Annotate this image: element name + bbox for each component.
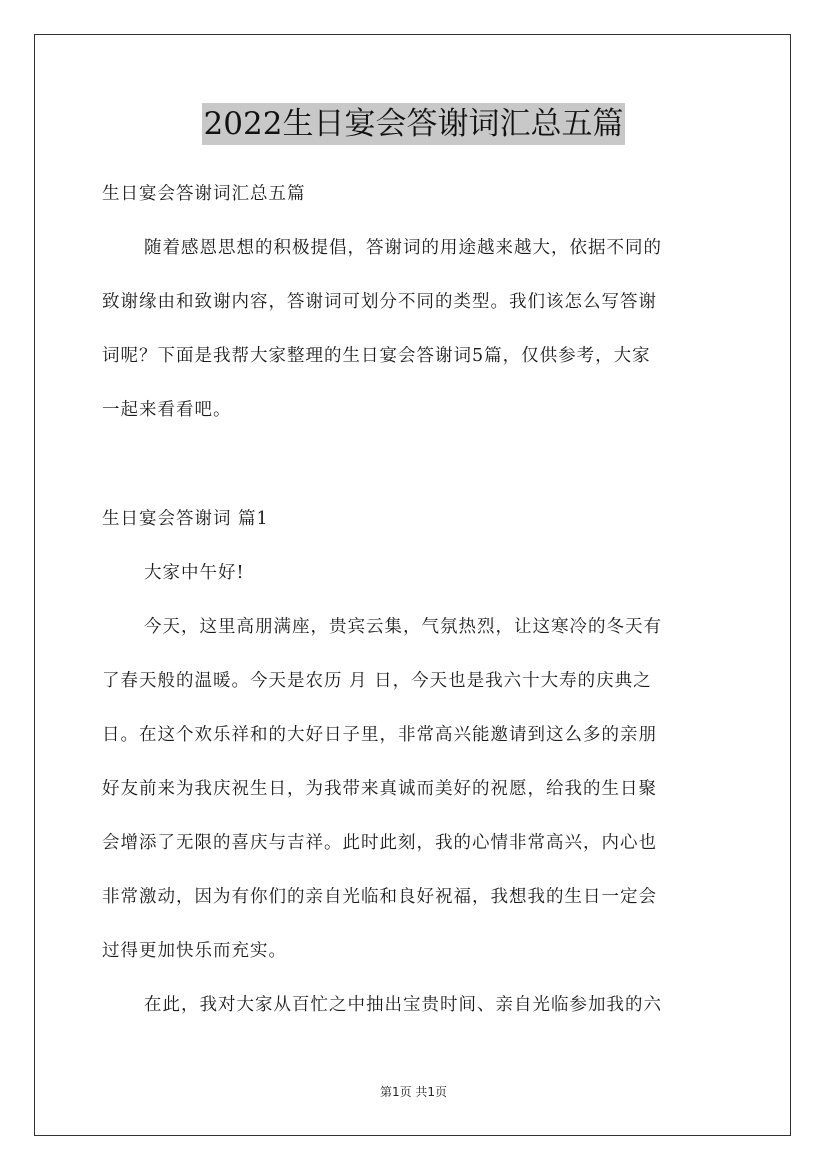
- intro-line: 随着感恩思想的积极提倡，答谢词的用途越来越大，依据不同的: [144, 238, 662, 258]
- paragraph-line: 今天，这里高朋满座，贵宾云集，气氛热烈，让这寒冷的冬天有: [144, 617, 662, 637]
- paragraph-line: 过得更加快乐而充实。: [102, 941, 287, 961]
- section-heading: [102, 492, 728, 546]
- greeting-text: 大家中午好!: [144, 563, 245, 583]
- page-footer: [0, 1083, 827, 1100]
- paragraph-2: [102, 978, 728, 1032]
- paragraph-line: 非常激动，因为有你们的亲自光临和良好祝福，我想我的生日一定会: [102, 887, 657, 907]
- paragraph-1: [102, 600, 728, 978]
- subtitle: [102, 167, 728, 221]
- intro-paragraph: [102, 221, 728, 437]
- subtitle-text: 生日宴会答谢词汇总五篇: [102, 184, 306, 204]
- title-container: [0, 103, 827, 145]
- section-heading-text: 生日宴会答谢词 篇1: [102, 509, 269, 529]
- paragraph-line: 了春天般的温暖。今天是农历 月 日，今天也是我六十大寿的庆典之: [102, 671, 652, 691]
- intro-line: 一起来看看吧。: [102, 400, 232, 420]
- paragraph-line: 好友前来为我庆祝生日，为我带来真诚而美好的祝愿，给我的生日聚: [102, 779, 657, 799]
- document-title: 2022生日宴会答谢词汇总五篇: [202, 103, 626, 145]
- intro-line: 致谢缘由和致谢内容，答谢词可划分不同的类型。我们该怎么写答谢: [102, 292, 657, 312]
- greeting: [102, 546, 728, 600]
- paragraph-line: 日。在这个欢乐祥和的大好日子里，非常高兴能邀请到这么多的亲朋: [102, 725, 657, 745]
- paragraph-line: 在此，我对大家从百忙之中抽出宝贵时间、亲自光临参加我的六: [144, 995, 662, 1015]
- paragraph-line: 会增添了无限的喜庆与吉祥。此时此刻，我的心情非常高兴，内心也: [102, 833, 657, 853]
- intro-line: 词呢？下面是我帮大家整理的生日宴会答谢词5篇，仅供参考，大家: [102, 346, 651, 366]
- page-number: 第1页 共1页: [379, 1085, 448, 1099]
